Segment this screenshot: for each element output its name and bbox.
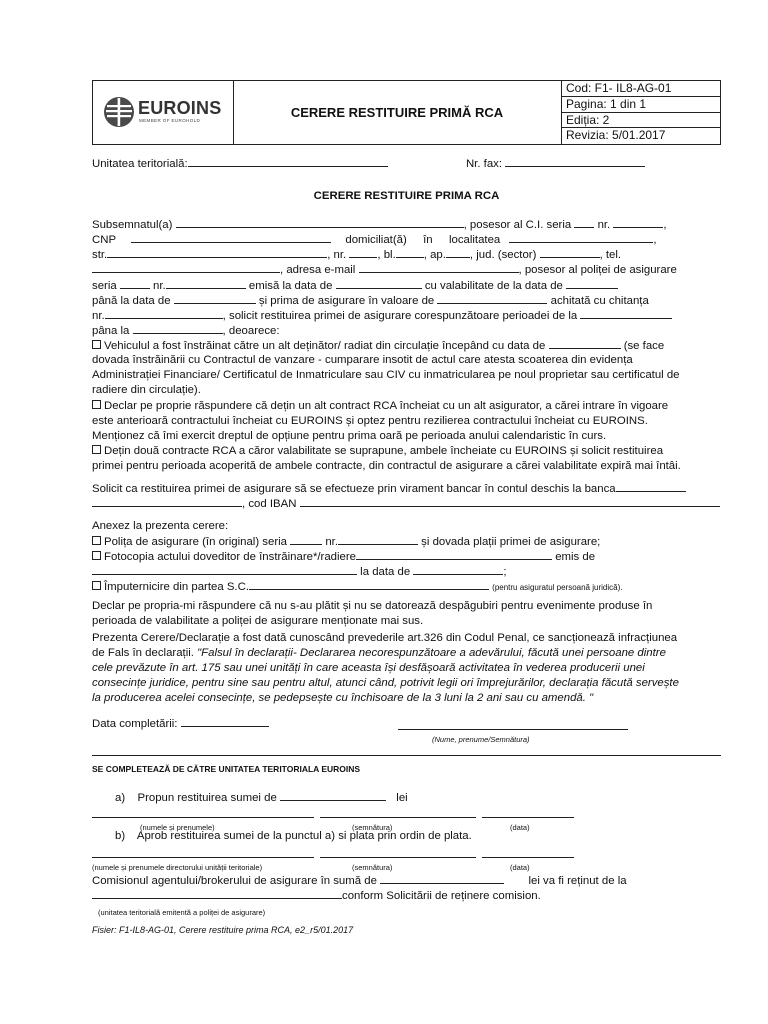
- commission-caption: (unitatea teritorială emitentă a poliței de asigurare): [98, 908, 266, 917]
- label-bl: , bl.: [377, 249, 396, 261]
- annex-1-text: Polița de asigurare (în original) seria: [104, 536, 287, 548]
- declaration-line-6: consecințe juridice, pentru sine sau pentru altul, atunci când, potrivit legii ori împrejurărilor, declarația făcută servește: [92, 677, 679, 689]
- reason-2-line-3: Menționez că îmi exercit dreptul de opțiune pentru prima oară pe perioada anului calendaristic în curs.: [92, 430, 607, 442]
- valid-to-field[interactable]: [174, 294, 256, 304]
- footer-filename: Fisier: F1-IL8-AG-01, Cerere restituire prima RCA, e2_r5/01.2017: [92, 925, 354, 935]
- doc-page: Pagina: 1 din 1: [562, 97, 720, 113]
- logo-cell: [93, 81, 234, 144]
- applicant-signature-caption: (Nume, prenume/Semnătura): [432, 735, 530, 744]
- locality-field[interactable]: [509, 233, 653, 243]
- label-valid-to: până la data de: [92, 295, 171, 307]
- label-ci-nr: nr.: [597, 219, 611, 231]
- annex-item-4: [92, 580, 721, 594]
- receipt-nr-field[interactable]: [105, 309, 223, 319]
- label-valid-from: cu valabilitate de la data de: [424, 280, 563, 292]
- commission-retained-label: lei va fi reținut de la: [528, 875, 627, 887]
- form-line-7: [92, 309, 721, 323]
- label-ci-series: , posesor al C.I. seria: [463, 219, 572, 231]
- commission-amount-field[interactable]: [380, 874, 504, 884]
- annex-item-2: [92, 550, 721, 564]
- reason-3: [92, 445, 721, 458]
- period-to-field[interactable]: [133, 324, 223, 334]
- item-a-text: Propun restituirea sumei de: [137, 792, 277, 804]
- iban-label: , cod IBAN: [242, 498, 297, 510]
- unit-row: [92, 157, 721, 171]
- declaration-line-4: [92, 647, 721, 660]
- annex-3-date-field[interactable]: [413, 565, 503, 575]
- email-field[interactable]: [359, 263, 519, 273]
- label-email: , adresa e-mail: [280, 264, 356, 276]
- caption-director: (numele și prenumele directorului unității teritoriale): [92, 863, 263, 872]
- policy-nr-field[interactable]: [166, 279, 246, 289]
- caption-date-2: (data): [510, 863, 530, 872]
- director-date-line[interactable]: [482, 857, 574, 858]
- declaration-quote-start: "Falsul în declarații- Declararea necorespunzătoare a adevărului, făcută unei persoane dintre: [197, 647, 666, 659]
- label-domiciliat: domiciliat(ă): [345, 234, 407, 246]
- label-street: str.: [92, 249, 108, 261]
- bank-name-field-2[interactable]: [92, 497, 242, 507]
- reason-1-line-4: radiere din circulație).: [92, 384, 201, 396]
- commission-line-1: [92, 874, 721, 888]
- label-localitatea: localitatea: [448, 234, 501, 246]
- reason-3-text: Dețin două contracte RCA a căror valabilitate se suprapune, ambele încheiate cu EUROINS și solicit restituirea: [104, 445, 664, 457]
- cnp-field[interactable]: [131, 233, 331, 243]
- form-line-8: [92, 324, 721, 338]
- label-receipt: achitată cu chitanța: [550, 295, 649, 307]
- annex-item-1: [92, 535, 721, 549]
- item-a-label: a): [115, 792, 126, 804]
- proposed-amount-field[interactable]: [280, 791, 386, 801]
- declaration-line-2: perioada de valabilitate a poliței de asigurare menționate mai sus.: [92, 615, 424, 627]
- label-period-to: pâna la: [92, 325, 130, 337]
- declaration-line-1: Declar pe propria-mi răspundere că nu s-au plătit și nu se datorează despăgubiri pentru evenimente produse în: [92, 600, 653, 612]
- item-a-unit: lei: [396, 792, 408, 804]
- commission-line-2: [92, 889, 721, 903]
- reason-1-line-2: dovada înstrăinării cu Contractul de vanzare - cumparare insotit de actul care atesta scoaterea din evidența: [92, 354, 633, 366]
- commission-unit-field[interactable]: [92, 889, 342, 899]
- completion-date-label: Data completării:: [92, 718, 178, 730]
- item-b-label: b): [115, 830, 126, 842]
- annex-2-issued-by: emis de: [555, 551, 596, 563]
- policy-series-field[interactable]: [120, 279, 150, 289]
- caption-date: (data): [510, 823, 530, 832]
- declaration-line-5: cele prevăzute în art. 175 sau unei unități în care aceasta își desfășoară activitatea în vederea producerii unei: [92, 662, 645, 674]
- reason-1-text-cont: (se face: [623, 340, 665, 352]
- form-title: CERERE RESTITUIRE PRIMA RCA: [313, 190, 500, 202]
- reason-2-checkbox[interactable]: [92, 400, 101, 409]
- bank-line-2: [92, 497, 721, 511]
- caption-name: (numele și prenumele): [140, 823, 215, 832]
- label-premium-value: și prima de asigurare în valoare de: [258, 295, 435, 307]
- annex-2-text: Fotocopia actului doveditor de înstrăinare*/radiere: [104, 551, 357, 563]
- ci-series-field[interactable]: [574, 218, 594, 228]
- reason-1: [92, 339, 721, 353]
- label-cnp: CNP: [92, 234, 116, 246]
- bank-label: Solicit ca restituirea primei de asigurare să se efectueze prin virament bancar în contul deschis la banca: [92, 483, 616, 495]
- reason-2: [92, 400, 721, 413]
- annex-1-nr-label: nr.: [325, 536, 338, 548]
- form-line-3: [92, 248, 721, 262]
- fax-field[interactable]: [505, 157, 645, 167]
- proposer-date-line[interactable]: [482, 817, 574, 818]
- bank-line-1: [92, 482, 721, 496]
- unit-label: Unitatea teritorială:: [92, 158, 188, 170]
- euroins-logo-icon: [103, 96, 135, 128]
- annex-3-issuer-field[interactable]: [92, 565, 357, 575]
- reason-3-checkbox[interactable]: [92, 445, 101, 454]
- form-line-1: Subsemnatul(a) , posesor al C.I. seria nr. ,: [92, 219, 667, 231]
- annex-1-checkbox[interactable]: [92, 536, 101, 545]
- issued-date-field[interactable]: [336, 279, 422, 289]
- phone-field[interactable]: [92, 263, 280, 273]
- declaration-line-3: Prezenta Cerere/Declarație a fost dată cunoscând prevederile art.326 din Codul Penal, ce sancționează infracțiunea: [92, 632, 678, 644]
- valid-from-field[interactable]: [566, 279, 618, 289]
- form-line-5: [92, 279, 721, 293]
- county-field[interactable]: [540, 248, 600, 258]
- brand-tagline: MEMBER OF EUROHOLD: [139, 118, 201, 123]
- annex-4-note: (pentru asiguratul persoană juridică).: [492, 583, 623, 592]
- street-nr-field[interactable]: [349, 248, 377, 258]
- doc-revision: Revizia: 5/01.2017: [566, 128, 666, 143]
- annex-item-3: la data de ;: [92, 565, 721, 579]
- territorial-heading: SE COMPLETEAZĂ DE CĂTRE UNITATEA TERITORIALA EUROINS: [92, 764, 361, 774]
- annex-2-checkbox[interactable]: [92, 551, 101, 560]
- reason-2-line-2: este anterioară contractului încheiat cu EUROINS și optez pentru rezilierea contractului încheiat cu EUROINS.: [92, 415, 648, 427]
- header-title: CERERE RESTITUIRE PRIMĂ RCA: [233, 81, 562, 144]
- proposer-signature-line[interactable]: [320, 817, 476, 818]
- annex-4-checkbox[interactable]: [92, 581, 101, 590]
- premium-value-field[interactable]: [437, 294, 547, 304]
- annex-title: Anexez la prezenta cerere:: [92, 520, 229, 532]
- form-line-4: [92, 263, 721, 277]
- label-in: în: [423, 234, 433, 246]
- label-because: , deoarece:: [222, 325, 280, 337]
- reason-1-date-field[interactable]: [549, 339, 621, 349]
- reason-1-text: Vehiculul a fost înstrăinat către un alt deținător/ radiat din circulație începând cu data de: [104, 340, 546, 352]
- reason-3-line-2: primei pentru perioada acoperită de ambele contracte, din contractul de asigurare a cărei valabilitate expiră mai întâi.: [92, 460, 681, 472]
- form-line-2: CNP domiciliat(ă) în localitatea ,: [92, 234, 657, 246]
- brand-name: EUROINS: [138, 98, 222, 118]
- ap-field[interactable]: [446, 248, 470, 258]
- annex-1-nr-field[interactable]: [338, 535, 418, 545]
- fax-label: Nr. fax:: [465, 158, 503, 170]
- label-issued-date: emisă la data de: [248, 280, 333, 292]
- document-header: [92, 80, 721, 145]
- unit-field[interactable]: [188, 157, 388, 167]
- doc-code: Cod: F1- IL8-AG-01: [562, 81, 720, 97]
- commission-label: Comisionul agentului/brokerului de asigurare în sumă de: [92, 875, 377, 887]
- completion-date-field[interactable]: [181, 717, 269, 727]
- caption-signature-2: (semnătura): [352, 863, 393, 872]
- director-name-line[interactable]: [92, 857, 314, 858]
- ci-number-field[interactable]: [613, 218, 663, 228]
- annex-1-series-field[interactable]: [290, 535, 322, 545]
- iban-field[interactable]: [300, 497, 720, 507]
- name-field[interactable]: [176, 218, 464, 228]
- label-tel: , tel.: [599, 249, 622, 261]
- reason-2-text: Declar pe proprie răspundere că dețin un alt contract RCA încheiat cu un alt asigurator, a cărei intrare în vigoare: [104, 400, 669, 412]
- period-from-field[interactable]: [580, 309, 672, 319]
- commission-conform: conform Solicitării de reținere comision.: [342, 890, 541, 902]
- label-jud: , jud. (sector): [469, 249, 537, 261]
- bank-name-field[interactable]: [616, 482, 686, 492]
- label-policy-series: seria: [92, 280, 117, 292]
- director-signature-line[interactable]: [320, 857, 476, 858]
- bl-field[interactable]: [396, 248, 424, 258]
- label-subsemnatul: Subsemnatul(a): [92, 219, 173, 231]
- document-meta: [562, 81, 720, 144]
- doc-edition: Ediția: 2: [562, 113, 720, 129]
- proposer-name-line[interactable]: [92, 817, 314, 818]
- label-ap: , ap.: [423, 249, 446, 261]
- reason-1-checkbox[interactable]: [92, 340, 101, 349]
- section-divider: [92, 755, 721, 756]
- label-refund-period: , solicit restituirea primei de asigurare corespunzătoare perioadei de la: [222, 310, 578, 322]
- applicant-signature-line[interactable]: [398, 729, 628, 730]
- reason-1-line-3: Administrației Financiare/ Certificatul de Inmatriculare sau CIV cu inmatricularea pe noul proprietar sau certificatul de: [92, 369, 680, 381]
- territorial-item-a: [115, 791, 744, 805]
- declaration-fals: de Fals în declarații.: [92, 647, 194, 659]
- annex-4-company-field[interactable]: [249, 580, 489, 590]
- label-receipt-nr: nr.: [92, 310, 105, 322]
- annex-4-text: Împuternicire din partea S.C.: [104, 581, 249, 593]
- annex-3-date-label: la data de: [360, 566, 411, 578]
- annex-1-text-cont: și dovada plații primei de asigurare;: [421, 536, 601, 548]
- declaration-line-7: la producerea acelei consecințe, se pedepsește cu închisoare de la 3 luni la 2 ani sau cu amendă. ": [92, 692, 594, 704]
- label-policy-nr: nr.: [153, 280, 166, 292]
- territorial-item-b: [115, 830, 744, 843]
- label-policy-owner: , posesor al poliței de asigurare: [518, 264, 677, 276]
- caption-signature: (semnătura): [352, 823, 393, 832]
- item-b-text: Aprob restituirea sumei de la punctul a) si plata prin ordin de plata.: [136, 830, 472, 842]
- form-line-6: [92, 294, 721, 308]
- label-street-nr: , nr.: [327, 249, 347, 261]
- street-field[interactable]: [107, 248, 327, 258]
- annex-2-field[interactable]: [356, 550, 552, 560]
